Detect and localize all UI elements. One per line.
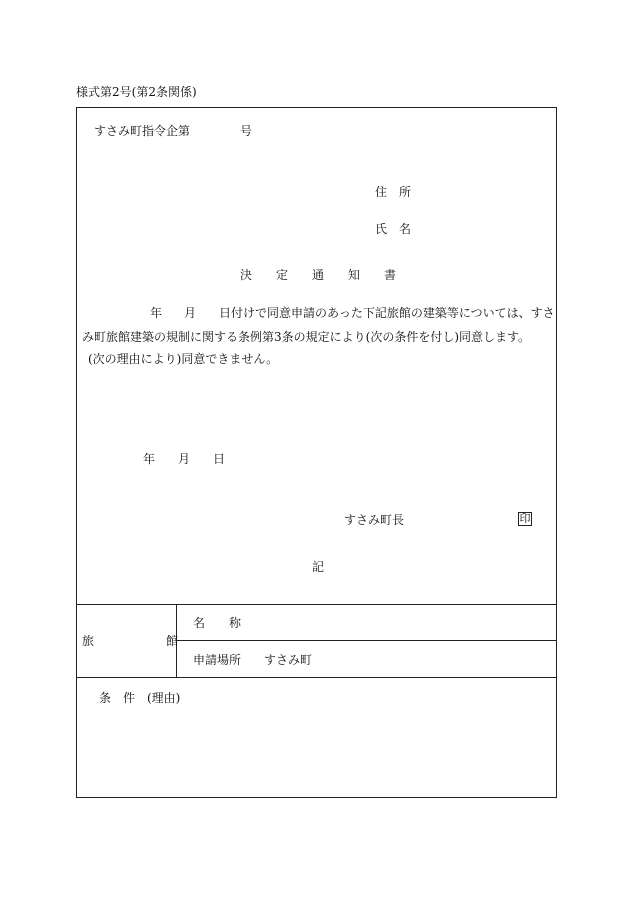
body-year: 年 — [150, 306, 163, 320]
seal-stamp: 印 — [519, 512, 531, 525]
body-line1: 日付けで同意申請のあった下記旅館の建築等については、すさ — [219, 306, 555, 320]
body-month: 月 — [184, 306, 197, 320]
conditions-label: 条 件 (理由) — [99, 691, 181, 705]
location-value: すさみ町 — [264, 653, 313, 667]
ryokan-label: 旅 館 — [82, 634, 179, 648]
signatory-title: すさみ町長 — [344, 513, 405, 527]
issuer-number-suffix: 号 — [240, 124, 253, 138]
body-line3: (次の理由により)同意できません。 — [88, 352, 279, 366]
ki-label: 記 — [312, 560, 325, 574]
issuer-number-prefix: すさみ町指令企第 — [94, 124, 191, 138]
table-middle-border — [176, 640, 557, 641]
issue-year: 年 — [143, 452, 156, 466]
issue-day: 日 — [213, 452, 226, 466]
document-title: 決 定 通 知 書 — [240, 268, 397, 282]
form-label: 様式第2号(第2条関係) — [76, 85, 197, 99]
facility-name-label: 名 称 — [193, 616, 242, 630]
address-label: 住 所 — [375, 185, 412, 199]
issue-month: 月 — [178, 452, 191, 466]
table-top-border — [76, 604, 557, 605]
table-bottom-border — [76, 677, 557, 678]
location-label: 申請場所 — [193, 653, 242, 667]
name-label: 氏 名 — [375, 222, 412, 236]
body-line2: み町旅館建築の規制に関する条例第3条の規定により(次の条件を付し)同意します。 — [82, 330, 531, 344]
